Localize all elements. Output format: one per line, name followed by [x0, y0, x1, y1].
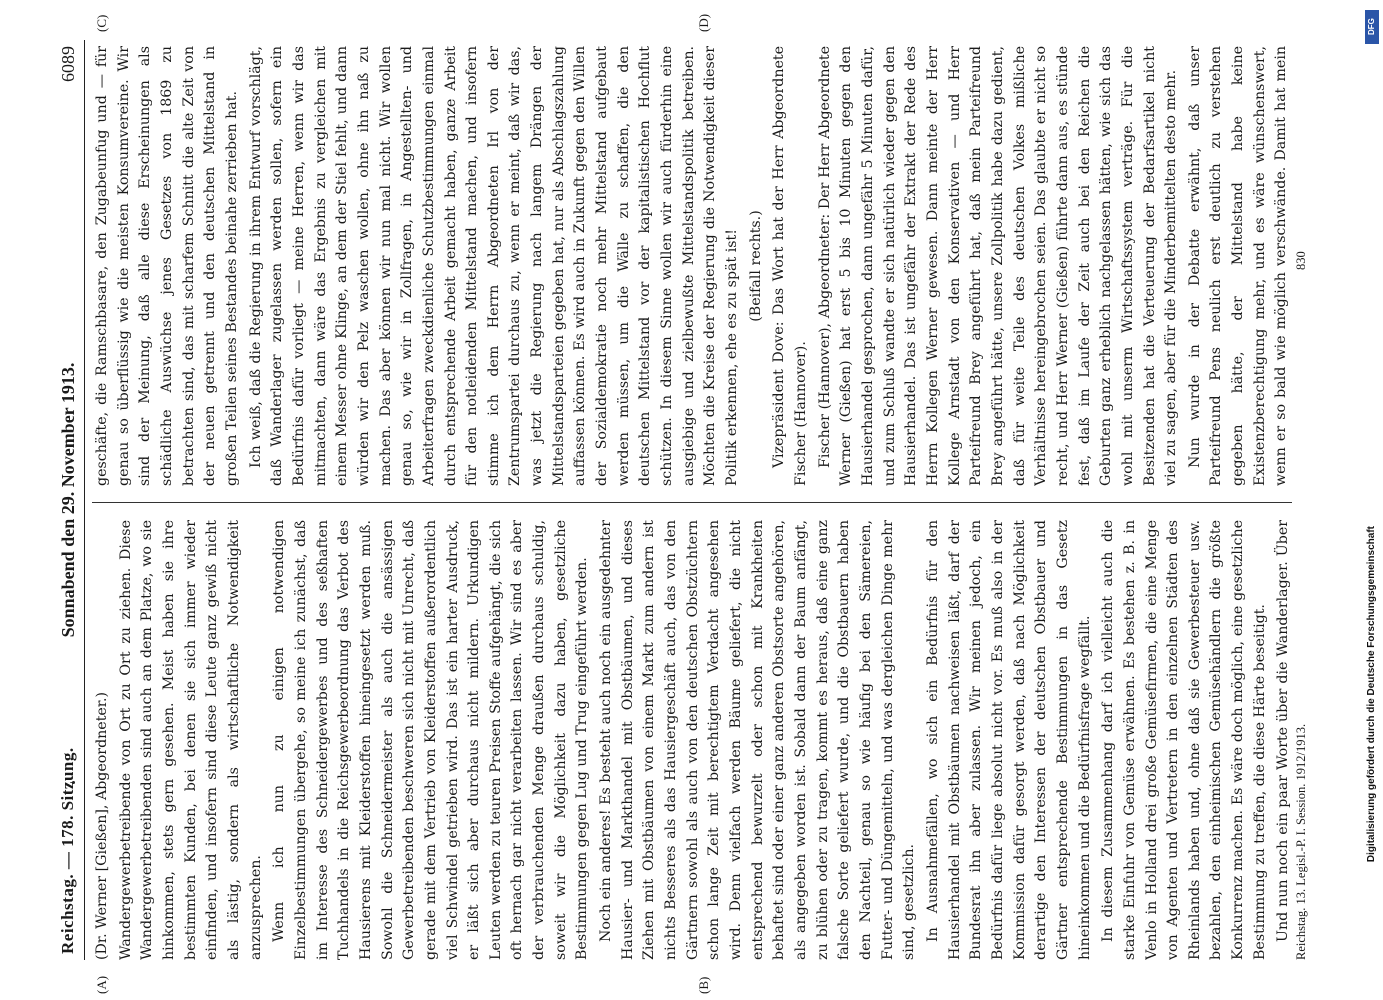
paragraph: Nun wurde in der Debatte erwähnt, daß unser Parteifreund Pens neulich erst deutlich zu verstehen gegeben hätte, der Mittelstand habe keine Existenzberechtigung mehr, und es wäre wünschenswert, wenn er so bald wie möglich verschwände. Damit hat mein [1186, 46, 1290, 486]
speaker-line: (Dr. Werner [Gießen], Abgeordneter.) [94, 691, 110, 960]
document-page [56, 13, 1316, 994]
paragraph: Noch ein anderes! Es besteht auch noch ein ausgedehnter Hausier- und Markthandel mit Obstbäumen, und dieses Ziehen mit Obstbäumen von einem Markt zum andern ist nichts Besseres als das Hausiergeschäft auch, das von den Gärtnern sowohl als auch von den deutschen Obstzüchtern schon lange Zeit mit berechtigtem Verdacht angesehen wird. Denn vielfach werden Bäume geliefert, die nicht entsprechend bewurzelt oder schon mit Krankheiten behaftet sind oder einer ganz anderen Obstsorte angehören, als angegeben worden ist. Sobald dann der Baum anfängt, zu blühen oder zu tragen, kommt es heraus, daß eine ganz falsche Sorte geliefert wurde, und die Obstbauern haben den Nachteil, genau so wie häufig bei den Sämereien, Futter- und Düngemitteln, und was dergleichen Dinge mehr sind, gesetzlich. [598, 520, 918, 960]
paragraph: Und nun noch ein paar Worte über die Wanderlager. Über [1275, 520, 1292, 942]
header-date: Sonnabend den 29. November 1913. [58, 362, 78, 638]
paragraph: Ich weiß, daß die Regierung in ihrem Entwurf vorschlägt, daß Wanderlager zugelassen werden sollen, sofern ein Bedürfnis dafür vorliegt — meine Herren, wenn wir das mitmachten, dann wäre das Ergebnis zu vergleichen mit einem Messer ohne Klinge, an dem der Stiel fehlt, und dann würden wir den Pelz waschen wollen, ohne ihn naß zu machen. Das aber können wir nun mal nicht. Wir wollen genau so, wie wir in Zollfragen, in Angestellten- und Arbeiterfragen zweckdienliche Schutzbestimmungen einmal durch entsprechende Arbeit gemacht haben, ganze Arbeit für den notleidenden Mittelstand machen, und insofern stimme ich dem Herrn Abgeordneten Irl von der Zentrumspartei durchaus zu, wenn er meint, daß wir das, was jetzt die Regierung nach langem Drängen der Mittelstandsparteien gegeben hat, nur als Abschlagszahlung auffassen können. Es wird auch in Zukunft gegen den Willen der Sozialdemokratie noch mehr Mittelstand aufgebaut werden müssen, um die Wälle zu schaffen, die den deutschen Mittelstand vor der kapitalistischen Hochflut schützen. In diesem Sinne wollen wir auch fürderhin eine ausgiebige und zielbewußte Mittelstandspolitik betreiben. Möchten die Kreise der Regierung die Notwendigkeit dieser Politik erkennen, ehe es zu spät ist! [247, 46, 741, 486]
paragraph: Wandergewerbetreibende von Ort zu Ort zu ziehen. Diese Wandergewerbetreibenden sind auch an dem Platze, wo sie hinkommen, stets gern gesehen. Meist haben sie ihre bestimmten Kunden, bei denen sie sich immer wieder einfinden, und insofern sind diese Leute ganz gewiß nicht als lästig, sondern als wirtschaftliche Notwendigkeit anzusprechen. [117, 520, 264, 960]
paragraph: In Ausnahmefällen, wo sich ein Bedürfnis für den Hausierhandel mit Obstbäumen nachweisen läßt, darf der Bundesrat ihn aber zulassen. Wir meinen jedoch, ein Bedürfnis dafür liege absolut nicht vor. Es muß also in der Kommission dafür gesorgt werden, daß nach Möglichkeit derartige den Interessen der deutschen Obstbauer und Gärtner entsprechende Bestimmungen in das Gesetz hineinkommen und die Bedürfnisfrage wegfällt. [924, 520, 1093, 960]
paragraph: In diesem Zusammenhang darf ich vielleicht auch die starke Einfuhr von Gemüse erwähnen. Es bestehen z. B. in Venlo in Holland drei große Gemüsefirmen, die eine Menge von Agenten und Vertretern in den einzelnen Städten des Rheinlands haben und, ohne daß sie Gewerbesteuer usw. bezahlen, den einheimischen Gemüsehändlern die größte Konkurrenz machen. Es wäre doch möglich, eine gesetzliche Bestimmung zu treffen, die diese Härte beseitigt. [1100, 520, 1268, 960]
column-divider [92, 502, 1292, 503]
credit-text: Digitalisierung gefördert durch die Deutsche Forschungsgemeinschaft [1366, 526, 1377, 863]
margin-letter-a: (A) [94, 975, 109, 994]
margin-letter-c: (C) [94, 14, 109, 32]
paragraph: geschäfte, die Ramschbasare, den Zugabeunfug und — für genau so überflüssig wie die meisten Konsumvereine. Wir sind der Meinung, daß alle diese Erscheinungen als schädliche Auswüchse jenes Gesetzes von 1869 zu betrachten sind, das mit scharfem Schnitt die alte Zeit von der neuen getrennt und den deutschen Mittelstand in großen Teilen seines Bestandes beinahe zerrieben hat. [94, 46, 240, 486]
right-column [92, 46, 1292, 486]
margin-letter-d: (D) [696, 13, 711, 32]
margin-letter-b: (B) [696, 976, 711, 994]
footer-sheet-number: 830 [1294, 251, 1308, 270]
page-header [56, 40, 85, 960]
digitization-credit [1364, 6, 1380, 996]
paragraph: Wenn ich nun zu einigen notwendigen Einzelbestimmungen übergehe, so meine ich zunächst, daß im Interesse des Schneidergewerbes und des seßhaften Tuchhandels in die Reichsgewerbeordnung das Verbot des Hausierens mit Kleiderstoffen hineingesetzt werden muß. Sowohl die Schneidermeister als auch die ansässigen Gewerbetreibenden beschweren sich nicht mit Unrecht, daß gerade mit dem Vertrieb von Kleiderstoffen außerordentlich viel Schwindel getrieben wird. Das ist ein harter Ausdruck, er läßt sich aber durchaus nicht mildern. Urkundigen Leuten werden zu teuren Preisen Stoffe aufgehängt, die sich oft hernach gar nicht verarbeiten lassen. Wir sind es aber der verbrauchenden Menge draußen durchaus schuldig, soweit wir die Möglichkeit dazu haben, gesetzliche Bestimmungen gegen Lug und Trug eingeführt werden. [271, 520, 591, 960]
footer-session: Reichstag. 13. Legisl.-P. I. Session. 1912/1913. [1294, 723, 1308, 960]
dfg-logo: DFG [1365, 10, 1379, 44]
paragraph: Fischer (Hannover), Abgeordneter: Der Herr Abgeordnete Werner (Gießen) hat erst 5 bis 10 Minuten gegen den Hausierhandel gesprochen, dann ungefähr 5 Minuten dafür, und zum Schluß wandte er sich natürlich wieder gegen den Hausierhandel. Das ist ungefähr der Extrakt der Rede des Herrn Kollegen Werner gewesen. Dann meinte der Herr Kollege Arnstadt von den Konservativen — und Herr Parteifreund Brey angeführt hat, daß mein Parteifreund Brey angeführt hätte, unsere Zollpolitik habe dazu gedient, daß für weite Teile des deutschen Volkes mißliche Verhältnisse hereingebrochen seien. Das glaubte er nicht so recht, und Herr Werner (Gießen) führte dann aus, es stünde fest, daß im Laufe der Zeit auch bei den Reichen die Geburten ganz erheblich nachgelassen hätten, wie sich das wohl mit unserm Wirtschaftssystem verträge. Für die Besitzenden hat die Verteuerung der Bedarfsartikel nicht viel zu sagen, aber für die Minderbemittelten desto mehr. [816, 46, 1180, 486]
paragraph: Vizepräsident Dove: Das Wort hat der Herr Abgeordnete Fischer (Hannover). [771, 46, 809, 486]
interjection: (Beifall rechts.) [747, 210, 764, 322]
left-column [92, 520, 1292, 960]
page-number: 6089 [58, 46, 78, 82]
header-left: Reichstag. — 178. Sitzung. [58, 747, 77, 954]
